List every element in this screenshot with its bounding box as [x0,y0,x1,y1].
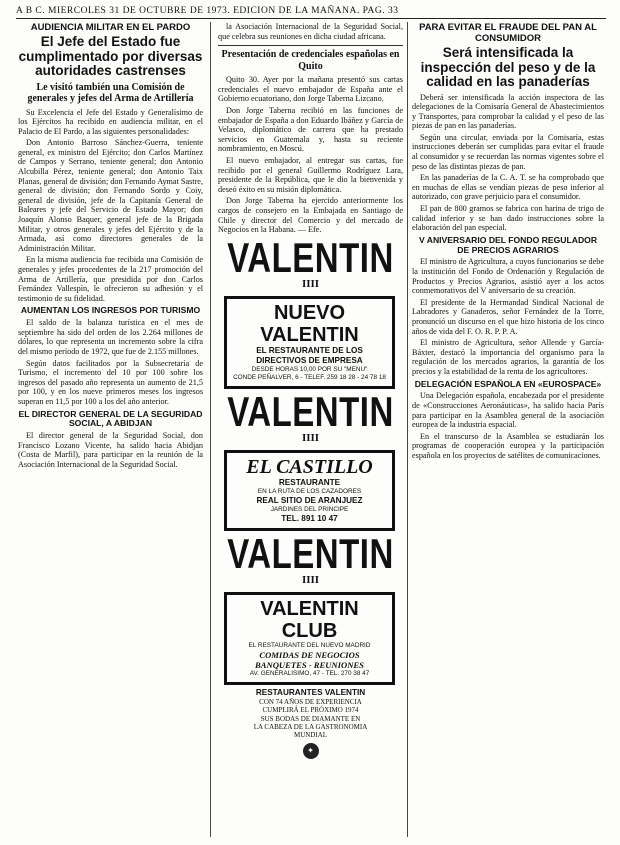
paragraph: Quito 30. Ayer por la mañana presentó sus cartas credenciales el nuevo embajador de España ante el Gobierno ecuatoriano, don Jorge Taberna Lizcano. [218,75,403,104]
paragraph: Don Jorge Taberna ha ejercido anteriormente los cargos de consejero en la Embajada en Santiago de Chile y director del Comercio y del mercado de Negocios en la Habana. — Efe. [218,196,403,235]
paragraph: El ministro de Agricultura, señor Allende y García-Báxter, destacó la importancia del organismo para la regulación de los mercados agrarios, la garantía de los precios y la estabilidad de la renta de los agricultores. [412,338,604,376]
paragraph: El nuevo embajador, al entregar sus cartas, fue recibido por el general Guillermo Rodríguez Lara, presidente de la República, que le dio la bienvenida y deseó éxito en su misión diplomática. [218,155,403,194]
ad-bars-icon: IIII [301,573,320,586]
advertisement [218,233,403,759]
ad-box [224,296,395,389]
ad-line: COMIDAS DE NEGOCIOS [259,649,360,660]
paragraph: En las panaderías de la C. A. T. se ha comprobado que en muchas de ellas se vendían piezas de peso inferior al autorizado, con grave perjuicio para el consumidor. [412,173,604,202]
ad-footer-line: SUS BODAS DE DIAMANTE EN [260,714,361,723]
ad-footer-line: CON 74 AÑOS DE EXPERIENCIA [259,697,362,706]
paragraph: Deberá ser intensificada la acción inspectora de las delegaciones de la Comisaría General de Abastecimientos y Transportes, para comprobar la calidad y el peso de las piezas de pan en las panaderías. [412,92,604,131]
subhead: Le visitó también una Comisión de generales y jefes del Arma de Artillería [27,81,194,104]
paragraph: El presidente de la Hermandad Sindical Nacional de Labradores y Ganaderos, señor Fernández de la Torre, pronunció un discurso en el que hizo historia de los cinco años de vida del F. O. R. P. P. A. [412,297,604,336]
running-head: A B C. MIERCOLES 31 DE OCTUBRE DE 1973. EDICION DE LA MAÑANA. PAG. 33 [16,6,606,19]
ad-phone: TEL. 891 10 47 [281,513,338,523]
paragraph: Su Excelencia el Jefe del Estado y Generalísimo de los Ejércitos ha recibido en audiencia militar, en el Palacio de El Pardo, a las siguientes personalidades: [18,107,203,136]
ad-bars-icon: IIII [301,277,320,290]
column-left [18,22,203,842]
ad-footer: RESTAURANTES VALENTIN [255,687,366,697]
paragraph: El saldo de la balanza turística en el mes de septiembre ha sido del orden de los 2.264 millones de dólares, lo que representa un incremento sobre la cifra del mismo período de 1972, que fue de 2.155 millones. [18,318,203,356]
section-heading: V ANIVERSARIO DEL FONDO REGULADOR DE PRECIOS AGRARIOS [418,234,598,255]
paragraph: El ministro de Agricultura, a cuyos funcionarios se debe la institución del Fondo de Ordenación y Regulación de Productos y Precios Agrarios, asistió ayer a los actos conmemorativos del V aniversario de su creación. [412,257,604,296]
paragraph: En la misma audiencia fue recibida una Comisión de generales y jefes procedentes de la 217 promoción del Arma de Artillería, que presidida por don Carlos Fernández Vallespín, le ofrecieron su adhesión y el testimonio de su fidelidad. [18,255,203,303]
ad-box [224,450,395,531]
headline: Será intensificada la inspección del peso y de la calidad en las panaderías [420,45,596,89]
paragraph: Don Antonio Barroso Sánchez-Guerra, teniente general, ex ministro del Ejército; don Carlos Martínez de Campos y Serrano, teniente general; don Antonio Alcubilla Pérez, teniente general; don Antonio Taix Planas, general de división; don Fernando Aymat Sastre, general de división; don Fernando Sordo y Coiy, general de división, jefe de la Capitanía General de Baleares y jefe del Servicio de Estado Mayor; don Joaquín Alonso Baquer, general jefe de la Brigada Militar, y otros generales y jefes del Ejército y de la Armada, así como directores generales de la Administración Militar. [18,138,203,253]
ad-small: EL RESTAURANTE DEL NUEVO MADRID [248,641,371,649]
paragraph: Según una circular, enviada por la Comisaría, estas instrucciones deberán ser cumplidas para evitar el fraude al consumidor y se recuerdan las normas vigentes sobre el peso de las distintas piezas de pan. [412,132,604,171]
ad-address: AV. GENERALISIMO, 47 - TEL. 270 38 47 [249,669,370,677]
ad-line: EL RESTAURANTE DE LOS [256,345,363,355]
ad-brand: VALENTIN [227,529,394,577]
paragraph: Don Jorge Taberna recibió en las funciones de embajador de España a don Eduardo Ibáñez y García de Velasco, diplomático de carrera que ha prestado servicios en Guatemala y, hasta su reciente nombramiento, en Moscú. [218,105,403,154]
ad-footer-line: CUMPLIRÁ EL PRÓXIMO 1974 [262,706,359,715]
ad-line: REAL SITIO DE ARANJUEZ [256,495,363,505]
ad-small: DESDE HORAS 10,00 POR SU "MENU" [251,365,368,373]
ad-brand: VALENTIN [227,233,394,281]
ad-line: RESTAURANTE [278,477,341,487]
headline: Presentación de credenciales españolas en Quito [221,49,400,72]
paragraph: El director general de la Seguridad Social, don Francisco Lozano Vicente, ha salido hacia Abidjan (Costa de Marfil), para participar en la reunión de la Asociación Internacional de la Seguridad Social. [18,431,203,469]
paragraph: En el transcurso de la Asamblea se estudiarán los programas de cooperación europea y la participación española en los proyectos de satélites de comunicaciones. [412,431,604,460]
paragraph: la Asociación Internacional de la Seguridad Social, que celebra sus reuniones en dicha ciudad africana. [218,22,403,41]
ad-name: EL CASTILLO [246,455,373,478]
column-rule [407,22,408,837]
ad-name: NUEVO VALENTIN [260,301,359,346]
ad-brand: VALENTIN [227,387,394,435]
ad-line: DIRECTIVOS DE EMPRESA [256,355,363,365]
ad-small: EN LA RUTA DE LOS CAZADORES [257,487,362,495]
ad-small: JARDINES DEL PRINCIPE [270,505,349,513]
paragraph: Según datos facilitados por la Subsecretaría de Turismo, el incremento del 10 por 100 sobre los ingresos del pasado año representa un aumento de 21,5 por 100, y en los nueve primeros meses los ingresos superan en 11,5 por 100 a los del año anterior. [18,358,203,406]
headline: El Jefe del Estado fue cumplimentado por diversas autoridades castrenses [18,34,203,78]
section-heading: EL DIRECTOR GENERAL DE LA SEGURIDAD SOCIAL, A ABIDJAN [18,408,203,429]
kicker: PARA EVITAR EL FRAUDE DEL PAN AL CONSUMIDOR [419,22,597,44]
ad-footer-line: LA CABEZA DE LA GASTRONOMIA [253,722,368,731]
divider [218,45,403,46]
column-middle [218,22,403,842]
ad-box [224,592,395,685]
paragraph: El pan de 800 gramos se fabrica con harina de trigo de calidad inferior y se han dado instrucciones sobre la elaboración del pan especial. [412,204,604,233]
ad-line: BANQUETES - REUNIONES [255,659,364,670]
ad-footer-line: MUNDIAL [293,731,328,740]
kicker: AUDIENCIA MILITAR EN EL PARDO [30,22,191,33]
section-heading: AUMENTAN LOS INGRESOS POR TURISMO [20,305,201,316]
paragraph: Una Delegación española, encabezada por el presidente de «Construcciones Aeronáuticas», ha salido hacia París para participar en la Asamblea general de la asociación europea de la industria espacial. [412,391,604,430]
column-right [412,22,604,842]
section-heading: DELEGACIÓN ESPAÑOLA EN «EUROSPACE» [414,378,602,389]
ad-address: CONDE PEÑALVER, 6 - TELEF. 259 18 28 - 24 78 18 [233,373,386,381]
ad-bars-icon: IIII [301,431,320,444]
emblem-icon: ✦ [303,743,319,759]
ad-name: VALENTIN CLUB [260,597,359,642]
column-rule [210,22,211,837]
